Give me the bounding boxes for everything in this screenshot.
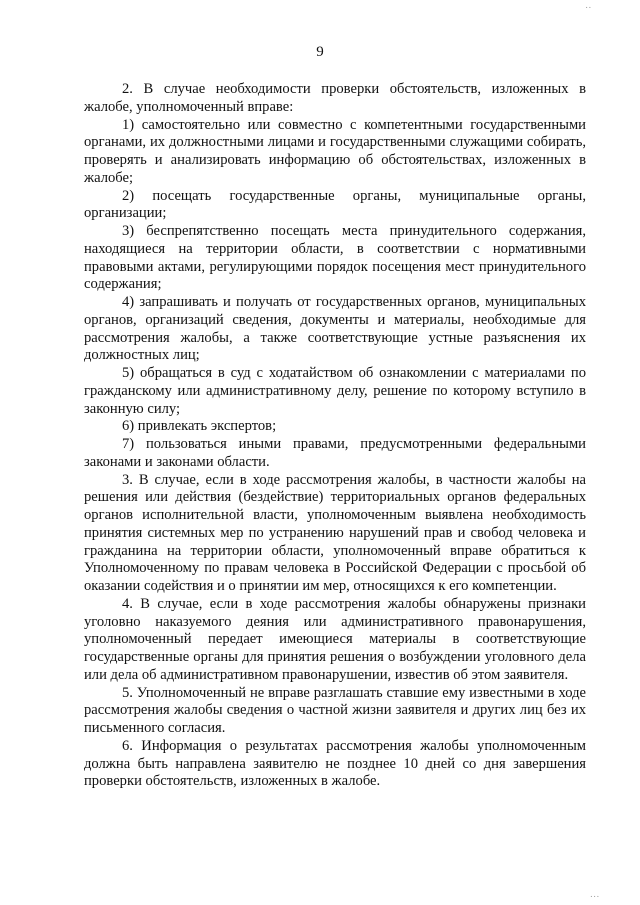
list-item-6: 6) привлекать экспертов; [122,418,277,435]
document-body [84,81,586,791]
paragraph-2: 2. В случае необходимости проверки обстоятельств, изложенных в жалобе, уполномоченный вправе: [84,81,586,115]
list-item-4: 4) запрашивать и получать от государственных органов, муниципальных органов, организаций сведения, документы и материалы, необходимые для рассмотрения жалобы, а также соответствующие устные разъяснения их должностных лиц; [84,294,586,364]
list-item-3: 3) беспрепятственно посещать места принудительного содержания, находящиеся на территории области, в соответствии с нормативными правовыми актами, регулирующими порядок посещения мест принудительного содержания; [84,223,586,293]
paragraph-3: 3. В случае, если в ходе рассмотрения жалобы, в частности жалобы на решения или действия (бездействие) территориальных органов федеральных органов исполнительной власти, уполномоченным выявлена необходимость принятия системных мер по устранению нарушений прав и свобод человека и гражданина на территории области, уполномоченный вправе обратиться к Уполномоченному по правам человека в Российской Федерации с просьбой об оказании содействия и о принятии им мер, относящихся к его компетенции. [84,471,586,594]
list-item-2: 2) посещать государственные органы, муниципальные органы, организации; [84,187,586,222]
list-item-5: 5) обращаться в суд с ходатайством об ознакомлении с материалами по гражданскому или административному делу, решение по которому вступило в законную силу; [84,365,586,417]
corner-mark-bottom: ... [590,889,600,899]
paragraph-6: 6. Информация о результатах рассмотрения жалобы уполномоченным должна быть направлена заявителю не позднее 10 дней со дня завершения проверки обстоятельств, изложенных в жалобе. [84,737,586,790]
list-item-1: 1) самостоятельно или совместно с компетентными государственными органами, их должностными лицами и государственными служащими собирать, проверять и анализировать информацию об обстоятельствах, изложенных в жалобе; [84,116,586,186]
list-item-7: 7) пользоваться иными правами, предусмотренными федеральными законами и законами области. [84,436,586,470]
paragraph-4: 4. В случае, если в ходе рассмотрения жалобы обнаружены признаки уголовно наказуемого деяния или административного правонарушения, уполномоченный передает имеющиеся материалы в соответствующие государственные органы для принятия решения о возбуждении уголовного дела или дела об административном правонарушении, известив об этом заявителя. [84,595,586,683]
corner-mark-top: .. [585,0,592,10]
page-number: 9 [316,44,324,60]
paragraph-5: 5. Уполномоченный не вправе разглашать ставшие ему известными в ходе рассмотрения жалобы сведения о частной жизни заявителя и других лиц без их письменного согласия. [84,684,586,736]
